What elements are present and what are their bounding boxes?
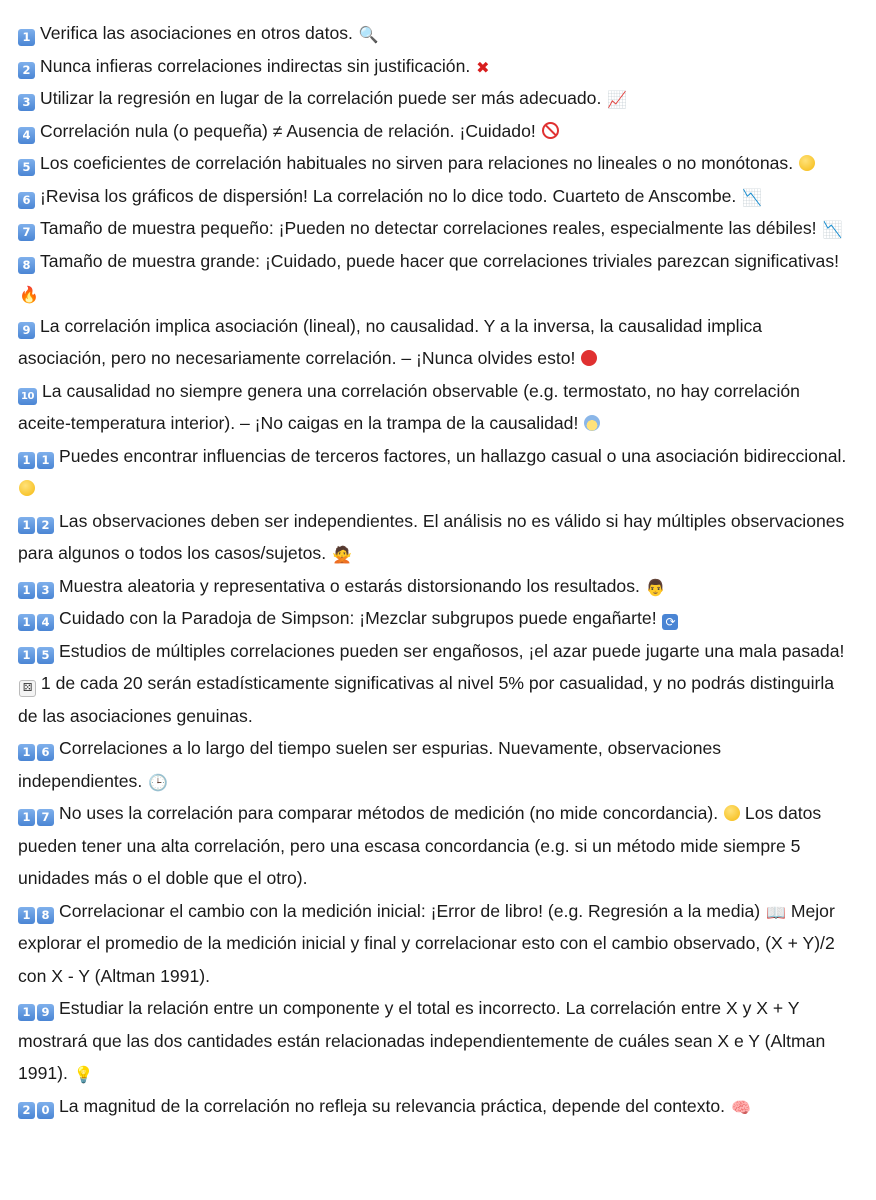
list-item xyxy=(18,440,850,505)
item-text: Utilizar la regresión en lugar de la correlación puede ser más adecuado. xyxy=(40,88,602,108)
list-item xyxy=(18,147,850,180)
keycap-number xyxy=(18,121,37,141)
list-item xyxy=(18,570,850,603)
keycap-number xyxy=(18,56,37,76)
list-item xyxy=(18,17,850,50)
grimacing-face-icon xyxy=(799,155,815,171)
item-text-continued: Los datos pueden tener una alta correlación, pero una escasa concordancia (e.g. si un método mide siempre 5 unidades más o el doble que el otro). xyxy=(18,803,822,888)
keycap-digit-icon: 6 xyxy=(18,192,35,209)
cross-mark-icon: ✖ xyxy=(476,57,490,77)
keycap-number xyxy=(18,576,56,596)
keycap-digit-icon: 1 xyxy=(18,809,35,826)
item-text: La correlación implica asociación (lineal), no causalidad. Y a la inversa, la causalidad implica asociación, pero no necesariamente correlación. – ¡Nunca olvides esto! xyxy=(18,315,763,368)
keycap-number xyxy=(18,641,56,661)
list-item xyxy=(18,50,850,83)
keycap-number xyxy=(18,23,37,43)
grimacing-face-icon xyxy=(724,805,740,821)
item-text: La causalidad no siempre genera una correlación observable (e.g. termostato, no hay correlación aceite-temperatura interior). – ¡No caigas en la trampa de la causalidad! xyxy=(18,380,800,433)
item-text: Estudiar la relación entre un componente y el total es incorrecto. La correlación entre X y X + Y mostrará que las dos cantidades están relacionadas independientemente de cuáles sean X e Y (Altman 1991). xyxy=(18,998,826,1083)
screaming-face-icon xyxy=(584,415,600,431)
item-text: Correlacionar el cambio con la medición inicial: ¡Error de libro! (e.g. Regresión a la media) xyxy=(59,900,761,921)
item-text: Nunca infieras correlaciones indirectas sin justificación. xyxy=(40,55,471,76)
keycap-digit-icon: 7 xyxy=(37,809,54,826)
brain-icon: 🧠 xyxy=(730,1097,751,1117)
keycap-digit-icon: 1 xyxy=(18,582,35,599)
no-entry-icon xyxy=(542,122,559,139)
item-text: ¡Revisa los gráficos de dispersión! La correlación no lo dice todo. Cuarteto de Anscombe. xyxy=(40,185,737,206)
item-text: Los coeficientes de correlación habituales no sirven para relaciones no lineales o no monótonas. xyxy=(40,153,794,173)
keycap-digit-icon: 1 xyxy=(18,29,35,46)
list-item xyxy=(18,180,850,213)
list-item xyxy=(18,310,850,375)
list-item xyxy=(18,635,850,733)
keycap-digit-icon: 1 xyxy=(18,517,35,534)
keycap-digit-icon: 5 xyxy=(18,159,35,176)
keycap-number xyxy=(18,251,37,271)
item-text-continued: 1 de cada 20 serán estadísticamente significativas al nivel 5% por casualidad, y no podrás distinguirla de las asociaciones genuinas. xyxy=(18,673,835,726)
keycap-digit-icon: 6 xyxy=(37,744,54,761)
keycap-number xyxy=(18,153,37,173)
keycap-number xyxy=(18,186,37,206)
clock-icon: 🕒 xyxy=(148,772,169,792)
item-text: Correlación nula (o pequeña) ≠ Ausencia de relación. ¡Cuidado! xyxy=(40,120,536,141)
keycap-digit-icon: 1 xyxy=(18,614,35,631)
list-item xyxy=(18,602,850,635)
keycap-digit-icon: 1 xyxy=(18,1004,35,1021)
keycap-number xyxy=(18,608,56,628)
list-item xyxy=(18,992,850,1090)
keycap-number xyxy=(18,901,56,921)
astonished-face-icon xyxy=(19,480,35,496)
keycap-number xyxy=(18,316,37,336)
keycap-number xyxy=(18,218,37,238)
chart-decreasing-icon: 📉 xyxy=(742,187,763,207)
keycap-number xyxy=(18,88,37,108)
item-text: Verifica las asociaciones en otros datos. xyxy=(40,23,353,43)
teacher-icon: 👨 xyxy=(645,577,666,597)
keycap-digit-icon: 1 xyxy=(18,907,35,924)
list-item xyxy=(18,797,850,895)
list-item xyxy=(18,115,850,148)
item-text: Correlaciones a lo largo del tiempo suelen ser espurias. Nuevamente, observaciones independientes. xyxy=(18,738,722,791)
game-die-icon: ⚄ xyxy=(19,680,36,697)
person-gesturing-no-icon: 🙅 xyxy=(331,545,352,564)
keycap-digit-icon: 8 xyxy=(37,907,54,924)
item-text: Cuidado con la Paradoja de Simpson: ¡Mezclar subgrupos puede engañarte! xyxy=(59,608,657,628)
light-bulb-icon: 💡 xyxy=(73,1065,94,1084)
magnifier-icon: 🔍 xyxy=(358,25,379,44)
list-item xyxy=(18,895,850,993)
item-text: Tamaño de muestra grande: ¡Cuidado, puede hacer que correlaciones triviales parezcan significativas! xyxy=(40,250,840,271)
keycap-number xyxy=(18,738,56,758)
keycap-digit-icon: 9 xyxy=(37,1004,54,1021)
keycap-digit-icon: 5 xyxy=(37,647,54,664)
keycap-digit-icon: 2 xyxy=(37,517,54,534)
keycap-digit-icon: 4 xyxy=(37,614,54,631)
keycap-digit-icon: 10 xyxy=(18,388,37,405)
item-text-continued: Mejor explorar el promedio de la medición inicial y final y correlacionar esto con el cambio observado, (X + Y)/2 con X - Y (Altman 1991). xyxy=(18,900,835,986)
item-text: La magnitud de la correlación no refleja su relevancia práctica, depende del contexto. xyxy=(59,1095,726,1116)
list-item xyxy=(18,1090,850,1123)
keycap-digit-icon: 9 xyxy=(18,322,35,339)
stop-sign-icon xyxy=(581,350,597,366)
keycap-digit-icon: 7 xyxy=(18,224,35,241)
keycap-digit-icon: 2 xyxy=(18,62,35,79)
keycap-number xyxy=(18,381,39,401)
keycap-number xyxy=(18,1096,56,1116)
keycap-digit-icon: 1 xyxy=(37,452,54,469)
document-body xyxy=(18,17,850,1122)
keycap-number xyxy=(18,998,56,1018)
chart-increasing-icon: 📈 xyxy=(607,90,628,109)
open-book-icon: 📖 xyxy=(766,902,786,922)
list-item xyxy=(18,245,850,310)
item-text: No uses la correlación para comparar métodos de medición (no mide concordancia). xyxy=(59,803,719,823)
list-item xyxy=(18,82,850,115)
keycap-digit-icon: 3 xyxy=(18,94,35,111)
item-text: Puedes encontrar influencias de terceros factores, un hallazgo casual o una asociación bidireccional. xyxy=(59,445,847,466)
keycap-number xyxy=(18,511,56,531)
keycap-digit-icon: 0 xyxy=(37,1102,54,1119)
keycap-number xyxy=(18,803,56,823)
keycap-digit-icon: 8 xyxy=(18,257,35,274)
chart-decreasing-icon: 📉 xyxy=(822,220,843,239)
keycap-digit-icon: 3 xyxy=(37,582,54,599)
list-item xyxy=(18,505,850,570)
keycap-digit-icon: 1 xyxy=(18,744,35,761)
keycap-digit-icon: 1 xyxy=(18,647,35,664)
item-text: Muestra aleatoria y representativa o estarás distorsionando los resultados. xyxy=(59,575,640,596)
list-item xyxy=(18,212,850,245)
list-item xyxy=(18,732,850,797)
fire-icon: 🔥 xyxy=(19,285,39,304)
counterclockwise-arrows-icon: ⟳ xyxy=(662,614,678,630)
item-text: Tamaño de muestra pequeño: ¡Pueden no detectar correlaciones reales, especialmente las débiles! xyxy=(40,218,817,238)
item-text: Las observaciones deben ser independientes. El análisis no es válido si hay múltiples observaciones para algunos o todos los casos/sujetos. xyxy=(18,510,845,563)
keycap-number xyxy=(18,446,56,466)
keycap-digit-icon: 4 xyxy=(18,127,35,144)
keycap-digit-icon: 2 xyxy=(18,1102,35,1119)
list-item xyxy=(18,375,850,440)
keycap-digit-icon: 1 xyxy=(18,452,35,469)
item-text: Estudios de múltiples correlaciones pueden ser engañosos, ¡el azar puede jugarte una mala pasada! xyxy=(59,640,845,661)
